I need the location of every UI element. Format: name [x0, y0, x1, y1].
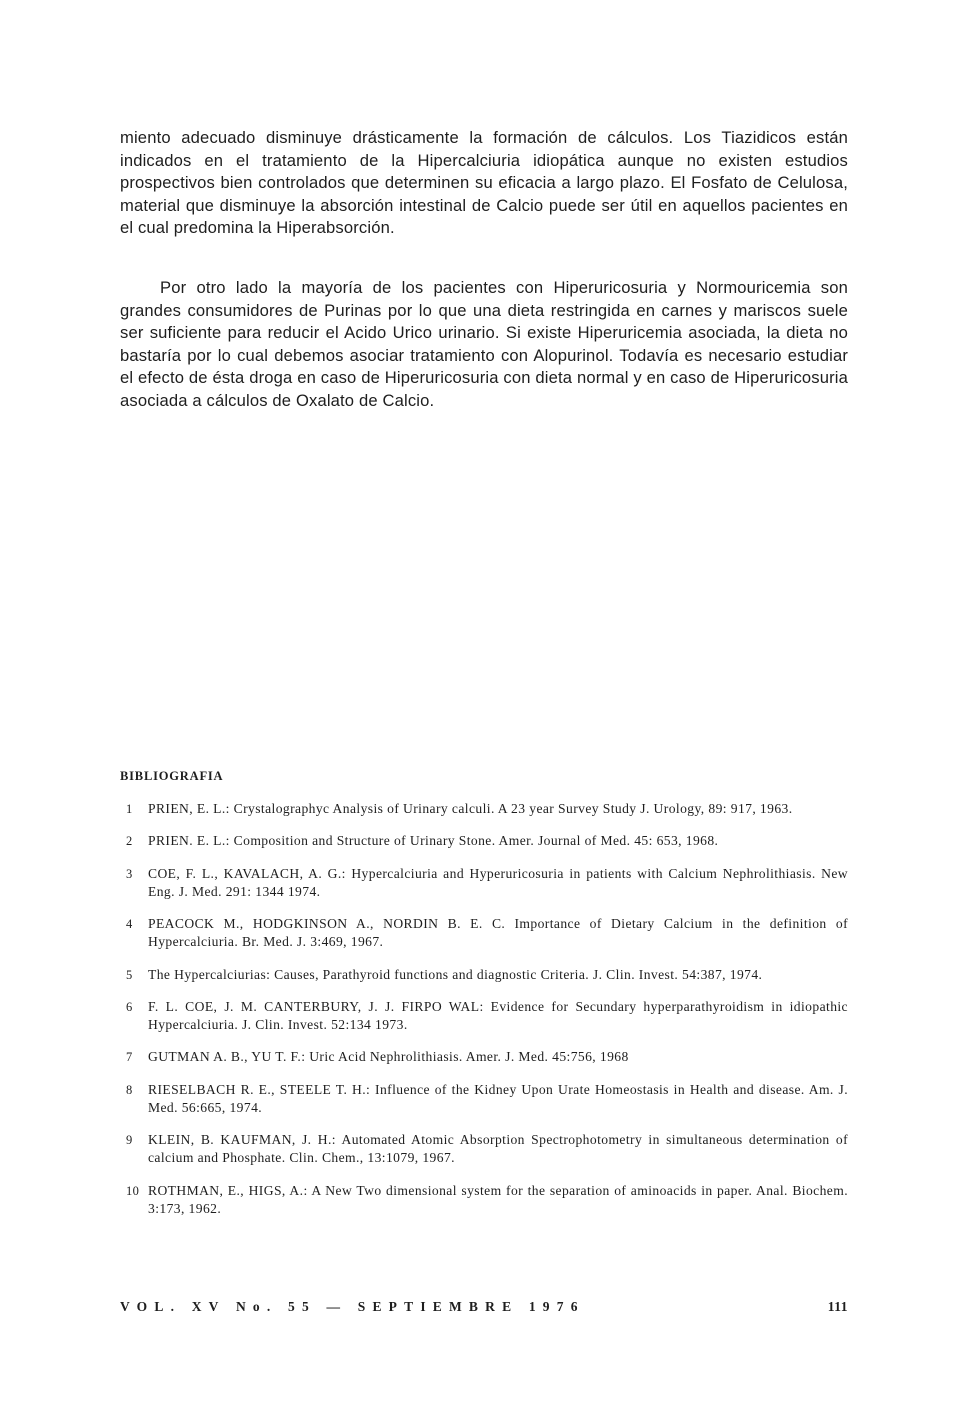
reference-item	[120, 1131, 848, 1167]
reference-text: PRIEN. E. L.: Composition and Structure of Urinary Stone. Amer. Journal of Med. 45: 653, 1968.	[148, 833, 719, 849]
reference-item	[120, 865, 848, 901]
reference-text: RIESELBACH R. E., STEELE T. H.: Influence of the Kidney Upon Urate Homeostasis in Health and disease. Am. J. Med. 56:665, 1974.	[148, 1081, 848, 1115]
reference-number: 4	[126, 917, 133, 932]
reference-number: 7	[126, 1050, 133, 1065]
body-paragraph-1: miento adecuado disminuye drásticamente la formación de cálculos. Los Tiazidicos están indicados en el tratamiento de la Hipercalciuria idiopática aunque no existen estudios prospectivos bien controlados que determinen su eficacia a largo plazo. El Fosfato de Celulosa, material que disminuye la absorción intestinal de Calcio puede ser útil en aquellos pacientes en el cual predomina la Hiperabsorción.	[120, 128, 848, 237]
reference-text: F. L. COE, J. M. CANTERBURY, J. J. FIRPO WAL: Evidence for Secundary hyperparathyroidism in idiopathic Hypercalciuria. J. Clin. Invest. 52:134 1973.	[148, 998, 848, 1032]
reference-number: 6	[126, 999, 133, 1014]
reference-text: COE, F. L., KAVALACH, A. G.: Hypercalciuria and Hyperuricosuria in patients with Calcium Nephrolithiasis. New Eng. J. Med. 291: 1344 1974.	[148, 865, 848, 899]
reference-text: KLEIN, B. KAUFMAN, J. H.: Automated Atomic Absorption Spectrophotometry in simultaneous determination of calcium and Phosphate. Clin. Chem., 13:1079, 1967.	[148, 1132, 848, 1166]
page-number: 111	[827, 1299, 848, 1314]
reference-number: 5	[126, 967, 133, 982]
reference-item	[120, 800, 848, 818]
reference-item	[120, 998, 848, 1034]
reference-number: 8	[126, 1082, 133, 1097]
page-footer	[120, 1299, 848, 1315]
reference-number: 3	[126, 866, 133, 881]
reference-item	[120, 915, 848, 951]
reference-text: ROTHMAN, E., HIGS, A.: A New Two dimensional system for the separation of aminoacids in paper. Anal. Biochem. 3:173, 1962.	[148, 1182, 848, 1216]
reference-text: PEACOCK M., HODGKINSON A., NORDIN B. E. C. Importance of Dietary Calcium in the definition of Hypercalciuria. Br. Med. J. 3:469, 1967.	[148, 916, 848, 950]
reference-item	[120, 966, 848, 984]
reference-list	[120, 800, 848, 1232]
reference-item	[120, 1081, 848, 1117]
reference-number: 10	[126, 1183, 140, 1198]
reference-text: PRIEN, E. L.: Crystalographyc Analysis of Urinary calculi. A 23 year Survey Study J. Urology, 89: 917, 1963.	[148, 801, 793, 816]
reference-item	[120, 832, 848, 850]
reference-item	[120, 1048, 848, 1066]
reference-number: 9	[126, 1133, 133, 1148]
body-paragraph-2: Por otro lado la mayoría de los pacientes con Hiperuricosuria y Normouricemia son grandes consumidores de Purinas por lo que una dieta restringida en carnes y mariscos suele ser suficiente para reducir el Acido Urico urinario. Si existe Hiperuricemia asociada, la dieta no bastaría por lo cual debemos asociar tratamiento con Alopurinol. Todavía es necesario estudiar el efecto de ésta droga en caso de Hiperuricosuria con dieta normal y en caso de Hiperuricosuria asociada a cálculos de Oxalato de Calcio.	[120, 278, 848, 410]
reference-item	[120, 1182, 848, 1218]
journal-issue: VOL. XV No. 55 — SEPTIEMBRE 1976	[120, 1299, 585, 1314]
reference-number: 1	[126, 802, 133, 816]
reference-text: GUTMAN A. B., YU T. F.: Uric Acid Nephrolithiasis. Amer. J. Med. 45:756, 1968	[148, 1049, 629, 1065]
reference-text: The Hypercalciurias: Causes, Parathyroid functions and diagnostic Criteria. J. Clin. Invest. 54:387, 1974.	[148, 966, 763, 982]
reference-number: 2	[126, 834, 133, 849]
bibliography-heading: BIBLIOGRAFIA	[120, 769, 224, 783]
